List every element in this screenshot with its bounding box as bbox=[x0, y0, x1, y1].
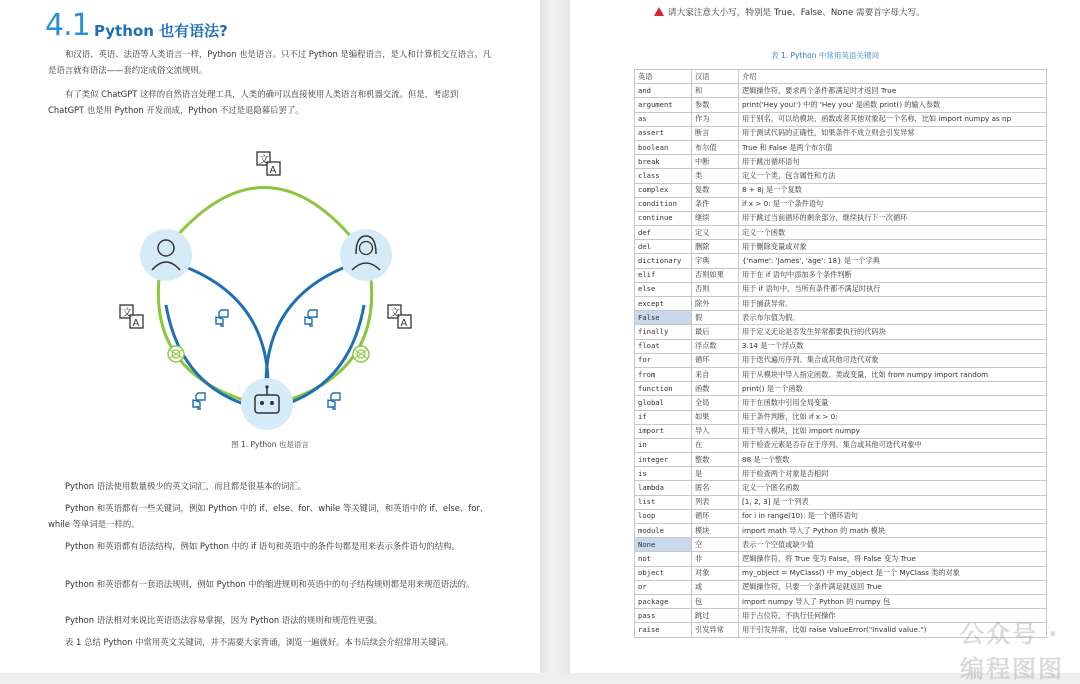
body-paragraph-3: Python 和英语都有语法结构，例如 Python 中的 if 语句和英语中的条件句都是用来表示条件语句的结构。 bbox=[65, 541, 460, 551]
description-cell: 8 + 8j 是一个复数 bbox=[739, 183, 1047, 197]
chinese-cell: 函数 bbox=[692, 382, 739, 396]
chinese-cell: 跳过 bbox=[692, 609, 739, 623]
person-icon bbox=[140, 229, 192, 281]
intro-paragraph-2: 有了类似 ChatGPT 这样的自然语言处理工具，人类的确可以直接使用人类语言和机器交流。但是，考虑到 ChatGPT 也是用 Python 开发而成，Python 不过是退隐幕后罢了。 bbox=[48, 89, 459, 115]
keyword-cell: module bbox=[635, 524, 692, 538]
description-cell: 用于在 if 语句中添加多个条件判断 bbox=[739, 268, 1047, 282]
intro-paragraph-1: 和汉语、英语、法语等人类语言一样，Python 也是语言。只不过 Python 是编程语言，是人和计算机交互语言。凡是语言就有语法——套约定成俗交流规则。 bbox=[48, 49, 492, 75]
description-cell: 3.14 是一个浮点数 bbox=[739, 339, 1047, 353]
chinese-cell: 条件 bbox=[692, 197, 739, 211]
table-row bbox=[635, 226, 1047, 240]
description-cell: 用于条件判断，比如 if x > 0: bbox=[739, 410, 1047, 424]
chinese-cell: 包 bbox=[692, 594, 739, 608]
description-cell: 逻辑操作符，将 True 变为 False，将 False 变为 True bbox=[739, 552, 1047, 566]
keyword-cell: for bbox=[635, 353, 692, 367]
body-paragraph-6: 表 1 总结 Python 中常用英文关键词，并不需要大家背诵，浏览一遍就好。本书后续会介绍常用关键词。 bbox=[65, 637, 454, 647]
table-row bbox=[635, 594, 1047, 608]
keyword-cell: import bbox=[635, 424, 692, 438]
openai-icon bbox=[168, 346, 184, 362]
chinese-cell: 或 bbox=[692, 580, 739, 594]
description-cell: 用于定义无论是否发生异常都要执行的代码块 bbox=[739, 325, 1047, 339]
table-row bbox=[635, 254, 1047, 268]
keyword-cell: except bbox=[635, 297, 692, 311]
python-icon bbox=[328, 393, 340, 409]
table-row bbox=[635, 126, 1047, 140]
chinese-cell: 循环 bbox=[692, 353, 739, 367]
table-caption: 表 1. Python 中常用英语关键词 bbox=[771, 51, 879, 60]
table-row bbox=[635, 325, 1047, 339]
svg-text:文: 文 bbox=[122, 308, 132, 319]
description-cell: if x > 0: 是一个条件语句 bbox=[739, 197, 1047, 211]
description-cell: 用于引发异常，比如 raise ValueError("Invalid value.") bbox=[739, 623, 1047, 637]
description-cell: 用于检查两个对象是否相同 bbox=[739, 467, 1047, 481]
section-number: 4.1 bbox=[45, 8, 90, 43]
left-page bbox=[0, 0, 540, 673]
svg-text:文: 文 bbox=[259, 155, 269, 166]
description-cell: print() 是一个函数 bbox=[739, 382, 1047, 396]
header-cell: 汉语 bbox=[692, 70, 739, 84]
chinese-cell: 中断 bbox=[692, 155, 739, 169]
python-icon bbox=[305, 310, 317, 326]
table-row bbox=[635, 410, 1047, 424]
table-row bbox=[635, 438, 1047, 452]
keyword-cell: global bbox=[635, 396, 692, 410]
chinese-cell: 对象 bbox=[692, 566, 739, 580]
keyword-cell: finally bbox=[635, 325, 692, 339]
chinese-cell: 浮点数 bbox=[692, 339, 739, 353]
chinese-cell: 字典 bbox=[692, 254, 739, 268]
description-cell: 用于迭代遍历序列、集合或其他可迭代对象 bbox=[739, 353, 1047, 367]
keyword-cell: break bbox=[635, 155, 692, 169]
keyword-cell: boolean bbox=[635, 140, 692, 154]
chinese-cell: 否则 bbox=[692, 282, 739, 296]
python-language-figure bbox=[100, 140, 430, 440]
keyword-cell: as bbox=[635, 112, 692, 126]
keyword-cell: elif bbox=[635, 268, 692, 282]
keyword-cell: is bbox=[635, 467, 692, 481]
chinese-cell: 断言 bbox=[692, 126, 739, 140]
chinese-cell: 全局 bbox=[692, 396, 739, 410]
keyword-cell: and bbox=[635, 84, 692, 98]
robot-icon bbox=[241, 378, 293, 430]
chinese-cell: 是 bbox=[692, 467, 739, 481]
python-icon bbox=[216, 310, 228, 326]
table-row bbox=[635, 538, 1047, 552]
keyword-cell: class bbox=[635, 169, 692, 183]
description-cell: for i in range(10): 是一个循环语句 bbox=[739, 509, 1047, 523]
table-row bbox=[635, 396, 1047, 410]
svg-text:A: A bbox=[269, 165, 277, 176]
table-row bbox=[635, 566, 1047, 580]
keyword-cell: or bbox=[635, 580, 692, 594]
keyword-cell: list bbox=[635, 495, 692, 509]
description-cell: 表示一个空值或缺少值 bbox=[739, 538, 1047, 552]
page-gutter bbox=[540, 0, 570, 673]
chinese-cell: 模块 bbox=[692, 524, 739, 538]
keyword-cell: dictionary bbox=[635, 254, 692, 268]
svg-text:A: A bbox=[132, 318, 140, 329]
chinese-cell: 列表 bbox=[692, 495, 739, 509]
description-cell: import math 导入了 Python 的 math 模块 bbox=[739, 524, 1047, 538]
table-row bbox=[635, 495, 1047, 509]
table-row bbox=[635, 297, 1047, 311]
keyword-cell: float bbox=[635, 339, 692, 353]
keyword-cell: del bbox=[635, 240, 692, 254]
body-paragraph-4: Python 和英语都有一套语法规则，例如 Python 中的缩进规则和英语中的句子结构规则都是用来规范语法的。 bbox=[65, 579, 475, 589]
description-cell: 用于检查元素是否存在于序列、集合或其他可迭代对象中 bbox=[739, 438, 1047, 452]
table-row bbox=[635, 580, 1047, 594]
chinese-cell: 匿名 bbox=[692, 481, 739, 495]
description-cell: 用于别名，可以给模块、函数或者其他对象起一个名称，比如 import numpy as np bbox=[739, 112, 1047, 126]
keyword-cell: else bbox=[635, 282, 692, 296]
keyword-cell: raise bbox=[635, 623, 692, 637]
chinese-cell: 布尔值 bbox=[692, 140, 739, 154]
figure-caption: 图 1. Python 也是语言 bbox=[231, 440, 309, 449]
svg-text:A: A bbox=[400, 318, 408, 329]
description-cell: 用于导入模块，比如 import numpy bbox=[739, 424, 1047, 438]
keyword-cell: pass bbox=[635, 609, 692, 623]
chinese-cell: 删除 bbox=[692, 240, 739, 254]
table-row bbox=[635, 197, 1047, 211]
table-row bbox=[635, 311, 1047, 325]
chinese-cell: 引发异常 bbox=[692, 623, 739, 637]
keyword-cell: False bbox=[635, 311, 692, 325]
chinese-cell: 否则如果 bbox=[692, 268, 739, 282]
chinese-cell: 空 bbox=[692, 538, 739, 552]
chinese-cell: 如果 bbox=[692, 410, 739, 424]
keyword-cell: continue bbox=[635, 211, 692, 225]
keyword-cell: None bbox=[635, 538, 692, 552]
chinese-cell: 定义 bbox=[692, 226, 739, 240]
translate-icon bbox=[257, 152, 280, 176]
table-row bbox=[635, 282, 1047, 296]
body-paragraph-5: Python 语法相对来说比英语语法容易掌握，因为 Python 语法的规则和规范性更强。 bbox=[65, 615, 383, 625]
keyword-cell: from bbox=[635, 367, 692, 381]
description-cell: 定义一个函数 bbox=[739, 226, 1047, 240]
chinese-cell: 除外 bbox=[692, 297, 739, 311]
chinese-cell: 假 bbox=[692, 311, 739, 325]
table-row bbox=[635, 524, 1047, 538]
keyword-cell: function bbox=[635, 382, 692, 396]
openai-icon bbox=[353, 346, 369, 362]
table-row bbox=[635, 240, 1047, 254]
chinese-cell: 复数 bbox=[692, 183, 739, 197]
chinese-cell: 参数 bbox=[692, 98, 739, 112]
table-row bbox=[635, 367, 1047, 381]
description-cell: 88 是一个整数 bbox=[739, 453, 1047, 467]
chinese-cell: 整数 bbox=[692, 453, 739, 467]
translate-icon bbox=[388, 305, 411, 329]
section-title: Python 也有语法? bbox=[94, 22, 228, 40]
table-row bbox=[635, 453, 1047, 467]
body-paragraph-2: Python 和英语都有一些关键词，例如 Python 中的 if、else、for、while 等关键词，和英语中的 if、else、for、while 等单词是一样的。 bbox=[48, 503, 489, 529]
table-row bbox=[635, 98, 1047, 112]
table-row bbox=[635, 155, 1047, 169]
table-row bbox=[635, 339, 1047, 353]
chinese-cell: 在 bbox=[692, 438, 739, 452]
chinese-cell: 和 bbox=[692, 84, 739, 98]
header-cell: 介绍 bbox=[739, 70, 1047, 84]
description-cell: 用于在函数中引用全局变量 bbox=[739, 396, 1047, 410]
translate-icon bbox=[120, 305, 143, 329]
table-row bbox=[635, 183, 1047, 197]
description-cell: 用于测试代码的正确性，如果条件不成立则会引发异常 bbox=[739, 126, 1047, 140]
keyword-cell: loop bbox=[635, 509, 692, 523]
header-cell: 英语 bbox=[635, 70, 692, 84]
keyword-cell: argument bbox=[635, 98, 692, 112]
woman-icon bbox=[340, 229, 392, 281]
body-paragraph-1: Python 语法使用数量极少的英文词汇，而且都是很基本的词汇。 bbox=[65, 481, 307, 491]
watermark: 公众号 · 编程图图 bbox=[960, 620, 1064, 683]
table-row bbox=[635, 382, 1047, 396]
description-cell: {'name': 'James', 'age': 18} 是一个字典 bbox=[739, 254, 1047, 268]
description-cell: import numpy 导入了 Python 的 numpy 包 bbox=[739, 594, 1047, 608]
description-cell: 用于删除变量或对象 bbox=[739, 240, 1047, 254]
case-notice bbox=[654, 6, 925, 18]
python-icon bbox=[193, 393, 205, 409]
keyword-table bbox=[634, 69, 1047, 638]
keyword-cell: object bbox=[635, 566, 692, 580]
keyword-cell: lambda bbox=[635, 481, 692, 495]
table-row bbox=[635, 84, 1047, 98]
description-cell: print('Hey you!') 中的 'Hey you' 是函数 print() 的输入参数 bbox=[739, 98, 1047, 112]
table-header-row bbox=[635, 70, 1047, 84]
chinese-cell: 类 bbox=[692, 169, 739, 183]
description-cell: my_object = MyClass() 中 my_object 是一个 MyClass 类的对象 bbox=[739, 566, 1047, 580]
description-cell: 用于占位符，不执行任何操作 bbox=[739, 609, 1047, 623]
keyword-cell: def bbox=[635, 226, 692, 240]
chinese-cell: 导入 bbox=[692, 424, 739, 438]
table-row bbox=[635, 268, 1047, 282]
chinese-cell: 最后 bbox=[692, 325, 739, 339]
keyword-cell: condition bbox=[635, 197, 692, 211]
description-cell: 用于捕获异常。 bbox=[739, 297, 1047, 311]
table-row bbox=[635, 353, 1047, 367]
table-row bbox=[635, 424, 1047, 438]
table-row bbox=[635, 169, 1047, 183]
warning-icon bbox=[654, 7, 664, 16]
chinese-cell: 循环 bbox=[692, 509, 739, 523]
description-cell: 逻辑操作符，只要一个条件满足就返回 True bbox=[739, 580, 1047, 594]
table-row bbox=[635, 211, 1047, 225]
description-cell: 用于跳过当前循环的剩余部分，继续执行下一次循环 bbox=[739, 211, 1047, 225]
table-row bbox=[635, 481, 1047, 495]
description-cell: 定义一个类，包含属性和方法 bbox=[739, 169, 1047, 183]
table-row bbox=[635, 552, 1047, 566]
chinese-cell: 作为 bbox=[692, 112, 739, 126]
table-row bbox=[635, 140, 1047, 154]
description-cell: 逻辑操作符，要求两个条件都满足时才返回 True bbox=[739, 84, 1047, 98]
description-cell: True 和 False 是两个布尔值 bbox=[739, 140, 1047, 154]
right-page bbox=[570, 0, 1080, 683]
table-row bbox=[635, 112, 1047, 126]
keyword-cell: assert bbox=[635, 126, 692, 140]
notice-text: 请大家注意大小写，特别是 True、False、None 需要首字母大写。 bbox=[668, 8, 925, 18]
keyword-cell: not bbox=[635, 552, 692, 566]
description-cell: 用于从模块中导入指定函数、类或变量，比如 from numpy import random bbox=[739, 367, 1047, 381]
table-row bbox=[635, 509, 1047, 523]
description-cell: 用于跳出循环语句 bbox=[739, 155, 1047, 169]
chinese-cell: 继续 bbox=[692, 211, 739, 225]
keyword-cell: in bbox=[635, 438, 692, 452]
description-cell: 用于 if 语句中，当所有条件都不满足时执行 bbox=[739, 282, 1047, 296]
description-cell: 表示布尔值为假。 bbox=[739, 311, 1047, 325]
chinese-cell: 来自 bbox=[692, 367, 739, 381]
chinese-cell: 非 bbox=[692, 552, 739, 566]
svg-text:文: 文 bbox=[390, 308, 400, 319]
description-cell: 定义一个匿名函数 bbox=[739, 481, 1047, 495]
table-row bbox=[635, 467, 1047, 481]
keyword-cell: package bbox=[635, 594, 692, 608]
keyword-cell: integer bbox=[635, 453, 692, 467]
description-cell: [1, 2, 3] 是一个列表 bbox=[739, 495, 1047, 509]
keyword-cell: complex bbox=[635, 183, 692, 197]
keyword-cell: if bbox=[635, 410, 692, 424]
